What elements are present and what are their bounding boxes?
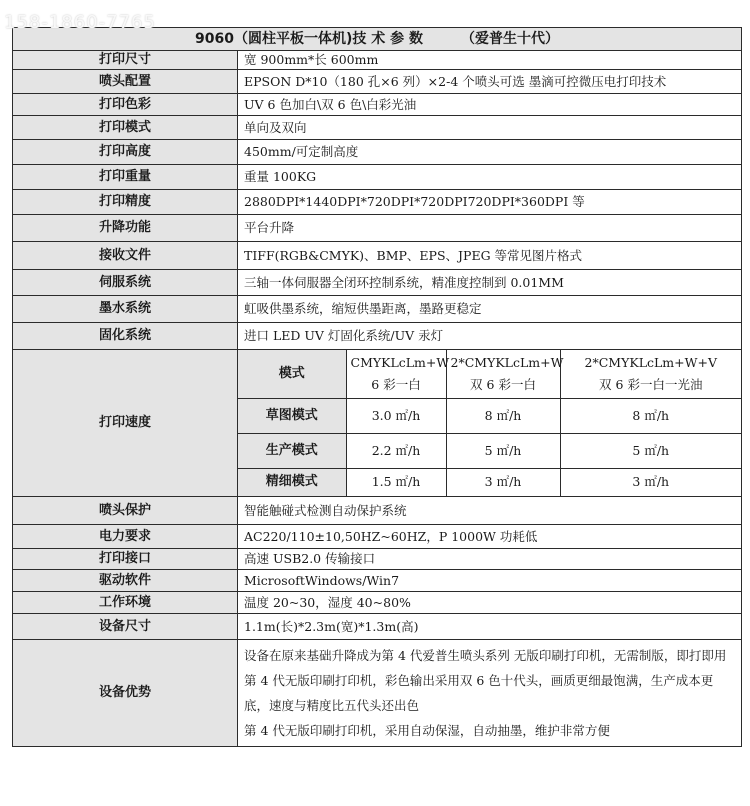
- column-line1: 2*CMYKLcLm+W: [450, 354, 564, 370]
- speed-value: 8 ㎡/h: [560, 398, 741, 433]
- speed-header-row: [238, 350, 741, 398]
- spec-label: 打印重量: [13, 165, 238, 190]
- spec-label: 墨水系统: [13, 296, 238, 323]
- spec-value: 2880DPI*1440DPI*720DPI*720DPI720DPI*360DPI 等: [238, 190, 742, 215]
- spec-value: 高速 USB2.0 传输接口: [238, 549, 742, 570]
- speed-column-header: [346, 350, 450, 398]
- column-line2: 6 彩一白: [371, 376, 421, 392]
- spec-row: [13, 165, 742, 190]
- advantages-label: 设备优势: [13, 640, 238, 747]
- speed-cell: [238, 350, 742, 497]
- spec-label: 设备尺寸: [13, 614, 238, 640]
- spec-row: [13, 94, 742, 116]
- spec-value: 450mm/可定制高度: [238, 140, 742, 165]
- spec-row: [13, 51, 742, 70]
- spec-row: [13, 614, 742, 640]
- spec-label: 喷头配置: [13, 70, 238, 94]
- spec-value: 平台升降: [238, 215, 742, 242]
- spec-row: [13, 140, 742, 165]
- speed-value: 3.0 ㎡/h: [346, 398, 446, 433]
- speed-label: 打印速度: [13, 350, 238, 497]
- spec-row: [13, 116, 742, 140]
- spec-label: 打印接口: [13, 549, 238, 570]
- spec-row: [13, 270, 742, 296]
- speed-column-header: [560, 350, 741, 398]
- spec-row: [13, 190, 742, 215]
- speed-value: 8 ㎡/h: [446, 398, 560, 433]
- title-main: 9060（圆柱平板一体机)技 术 参 数: [195, 31, 423, 47]
- spec-label: 打印高度: [13, 140, 238, 165]
- spec-row: [13, 570, 742, 592]
- spec-label: 电力要求: [13, 525, 238, 549]
- speed-value: 3 ㎡/h: [560, 468, 741, 496]
- column-line2: 双 6 彩一白一光油: [599, 376, 703, 392]
- advantage-line: 设备在原来基础升降成为第 4 代爱普生喷头系列 无版印刷打印机，无需制版，即打即用: [244, 648, 727, 663]
- spec-table: [12, 27, 742, 747]
- spec-label: 打印尺寸: [13, 51, 238, 70]
- spec-row: [13, 497, 742, 525]
- spec-value: 虹吸供墨系统，缩短供墨距离，墨路更稳定: [238, 296, 742, 323]
- spec-value: 温度 20~30，湿度 40~80%: [238, 592, 742, 614]
- spec-label: 喷头保护: [13, 497, 238, 525]
- spec-value: 宽 900mm*长 600mm: [238, 51, 742, 70]
- spec-row: [13, 323, 742, 350]
- spec-row: [13, 242, 742, 270]
- advantages-text: [238, 640, 742, 747]
- spec-value: TIFF(RGB&CMYK)、BMP、EPS、JPEG 等常见图片格式: [238, 242, 742, 270]
- speed-mode: 草图模式: [238, 398, 346, 433]
- spec-row: [13, 296, 742, 323]
- advantage-line: 第 4 代无版印刷打印机，采用自动保湿，自动抽墨，维护非常方便: [244, 723, 610, 738]
- spec-value: 三轴一体伺服器全闭环控制系统，精准度控制到 0.01MM: [238, 270, 742, 296]
- advantage-line: 第 4 代无版印刷打印机，彩色输出采用双 6 色十代头，画质更细最饱满，生产成本更底，速度与精度比五代头还出色: [244, 673, 714, 713]
- title-sub: （爱普生十代）: [461, 31, 559, 47]
- speed-value: 1.5 ㎡/h: [346, 468, 446, 496]
- spec-label: 打印精度: [13, 190, 238, 215]
- spec-label: 打印色彩: [13, 94, 238, 116]
- column-line2: 双 6 彩一白: [470, 376, 536, 392]
- spec-row: [13, 549, 742, 570]
- spec-row: [13, 525, 742, 549]
- speed-table: [238, 350, 741, 496]
- spec-value: 进口 LED UV 灯固化系统/UV 汞灯: [238, 323, 742, 350]
- phone-watermark: 158-1860-7765: [4, 12, 156, 33]
- spec-label: 升降功能: [13, 215, 238, 242]
- mode-header: 模式: [238, 350, 346, 398]
- spec-value: 1.1m(长)*2.3m(宽)*1.3m(高): [238, 614, 742, 640]
- spec-row: [13, 70, 742, 94]
- spec-label: 驱动软件: [13, 570, 238, 592]
- spec-value: AC220/110±10,50HZ~60HZ，P 1000W 功耗低: [238, 525, 742, 549]
- speed-column-header: [446, 350, 564, 398]
- speed-value: 5 ㎡/h: [560, 433, 741, 468]
- speed-data-row: [238, 433, 741, 468]
- spec-value: MicrosoftWindows/Win7: [238, 570, 742, 592]
- speed-row: [13, 350, 742, 497]
- spec-label: 接收文件: [13, 242, 238, 270]
- speed-value: 2.2 ㎡/h: [346, 433, 446, 468]
- speed-data-row: [238, 398, 741, 433]
- spec-label: 伺服系统: [13, 270, 238, 296]
- spec-value: 单向及双向: [238, 116, 742, 140]
- speed-mode: 精细模式: [238, 468, 346, 496]
- speed-value: 3 ㎡/h: [446, 468, 560, 496]
- spec-row: [13, 215, 742, 242]
- spec-value: UV 6 色加白\双 6 色\白彩光油: [238, 94, 742, 116]
- speed-data-row: [238, 468, 741, 496]
- spec-value: EPSON D*10（180 孔×6 列）×2-4 个喷头可选 墨滴可控微压电打印技术: [238, 70, 742, 94]
- spec-sheet: [12, 27, 741, 747]
- spec-label: 固化系统: [13, 323, 238, 350]
- speed-value: 5 ㎡/h: [446, 433, 560, 468]
- speed-mode: 生产模式: [238, 433, 346, 468]
- spec-value: 智能触碰式检测自动保护系统: [238, 497, 742, 525]
- column-line1: 2*CMYKLcLm+W+V: [584, 354, 717, 370]
- column-line1: CMYKLcLm+W: [350, 354, 450, 370]
- spec-value: 重量 100KG: [238, 165, 742, 190]
- spec-row: [13, 592, 742, 614]
- advantages-row: [13, 640, 742, 747]
- spec-label: 工作环境: [13, 592, 238, 614]
- spec-label: 打印模式: [13, 116, 238, 140]
